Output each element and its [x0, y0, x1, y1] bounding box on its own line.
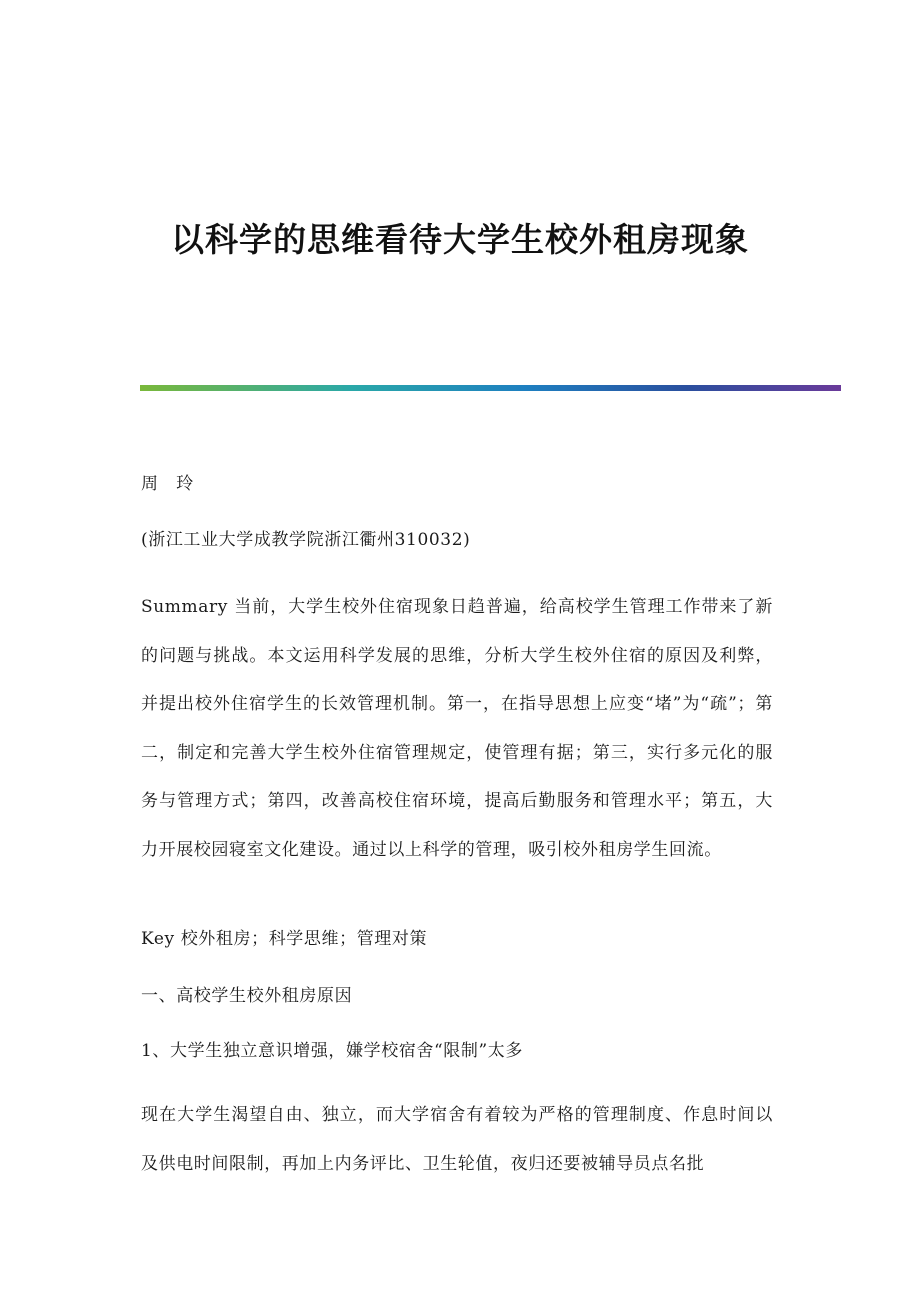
author-affiliation: (浙江工业大学成教学院浙江衢州310032) [141, 530, 471, 550]
keywords-line: Key 校外租房；科学思维；管理对策 [141, 929, 428, 949]
body-paragraph: 现在大学生渴望自由、独立，而大学宿舍有着较为严格的管理制度、作息时间以及供电时间限制，再加上内务评比、卫生轮值，夜归还要被辅导员点名批 [141, 1105, 773, 1174]
subsection-heading: 1、大学生独立意识增强，嫌学校宿舍“限制”太多 [141, 1041, 523, 1061]
author-name: 周 玲 [141, 474, 194, 494]
document-title: 以科学的思维看待大学生校外租房现象 [171, 220, 749, 259]
section-heading: 一、高校学生校外租房原因 [141, 986, 353, 1006]
summary-paragraph: Summary 当前，大学生校外住宿现象日趋普遍，给高校学生管理工作带来了新的问题与挑战。本文运用科学发展的思维，分析大学生校外住宿的原因及利弊，并提出校外住宿学生的长效管理机制。第一，在指导思想上应变“堵”为“疏”；第二，制定和完善大学生校外住宿管理规定，使管理有据；第三，实行多元化的服务与管理方式；第四，改善高校住宿环境，提高后勤服务和管理水平；第五，大力开展校园寝室文化建设。通过以上科学的管理，吸引校外租房学生回流。 [141, 597, 773, 860]
title-divider [140, 385, 841, 391]
